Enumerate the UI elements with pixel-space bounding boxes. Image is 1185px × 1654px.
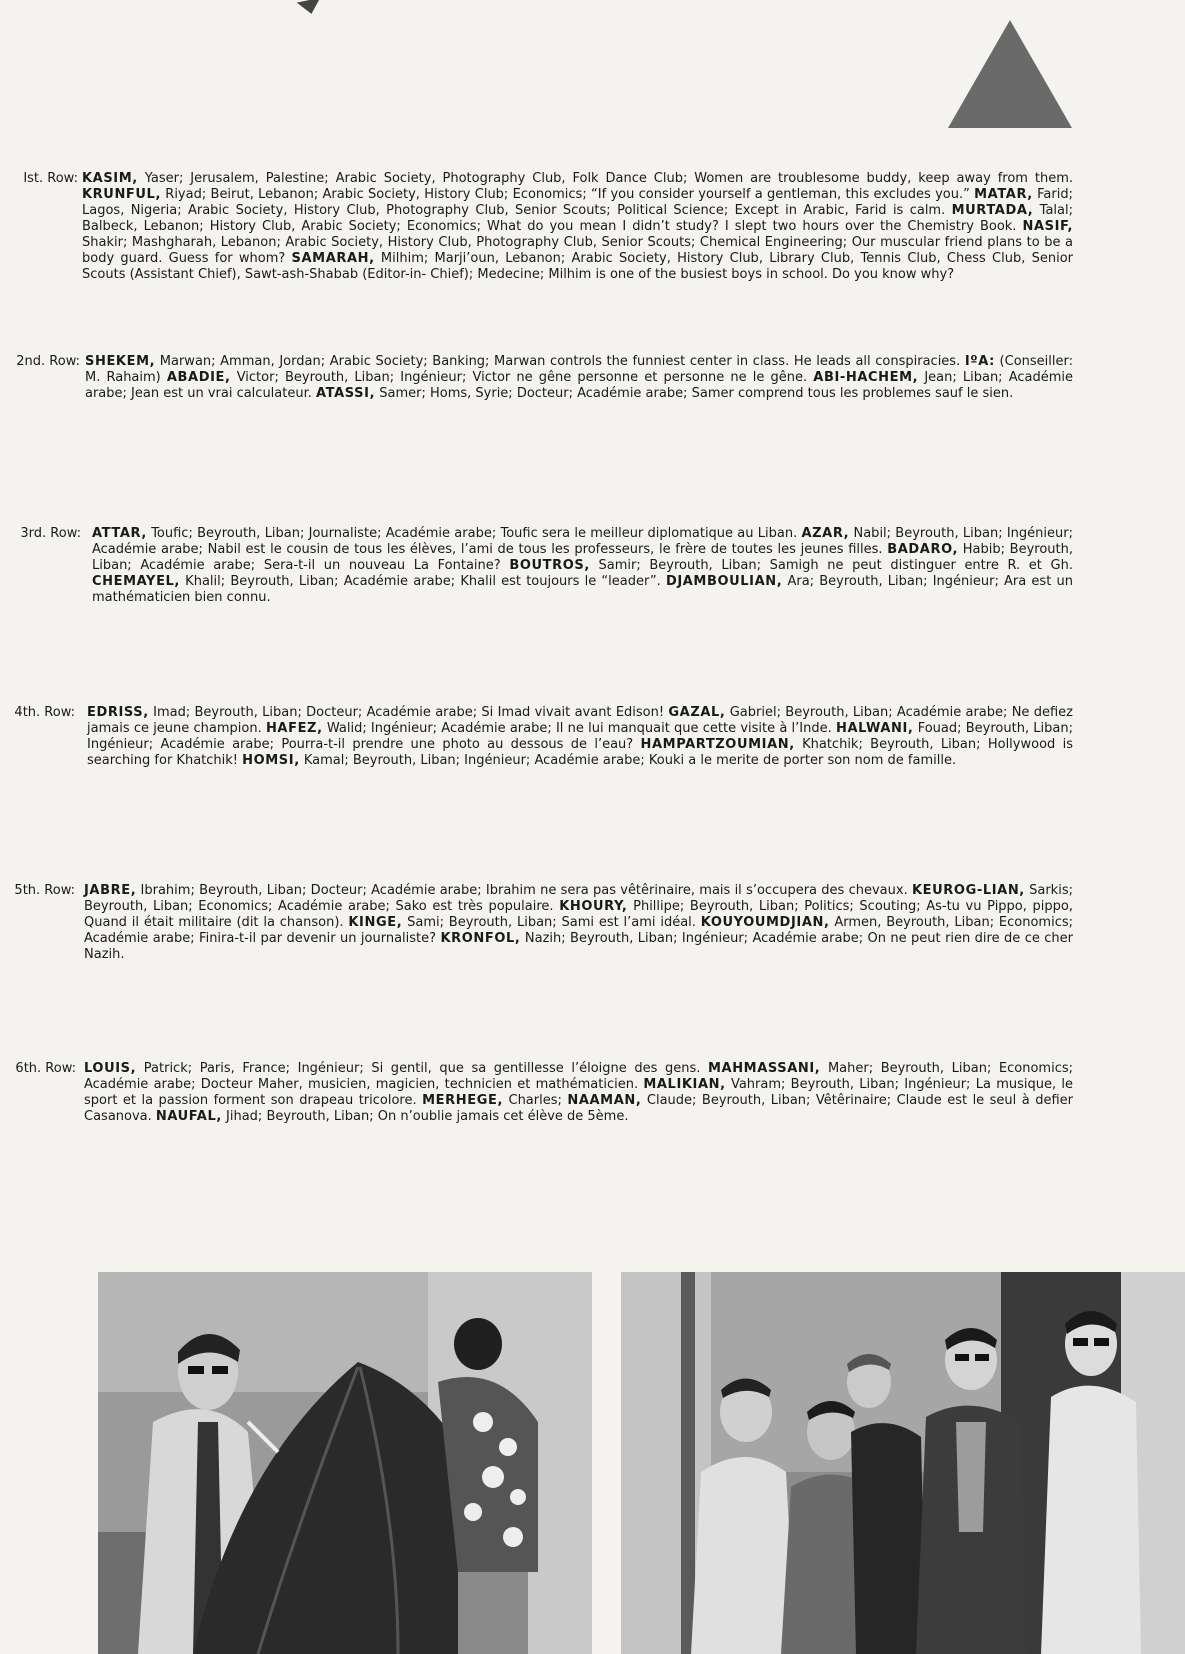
row-entries <box>84 883 1073 963</box>
student-details: Patrick; Paris, France; Ingénieur; Si gentil, que sa gentillesse l’éloigne des gens. <box>136 1061 708 1076</box>
photo-students-group <box>621 1272 1185 1654</box>
student-details: Kamal; Beyrouth, Liban; Ingénieur; Académie arabe; Kouki a le merite de porter son nom de famille. <box>299 753 957 768</box>
row-entries <box>82 171 1073 283</box>
student-details: Riyad; Beirut, Lebanon; Arabic Society, History Club; Economics; “If you consider yourself a gentleman, this excludes you.” <box>160 187 975 202</box>
class-heading: IºA: <box>964 354 995 369</box>
student-name: ABI-HACHEM, <box>813 370 919 385</box>
student-details: Talal; Balbeck, Lebanon; History Club, Arabic Society; Economics; What do you mean I didn’t study? I slept two hours over the Chemistry Book. <box>82 203 1073 234</box>
student-details: Victor; Beyrouth, Liban; Ingénieur; Victor ne gêne personne et personne ne le gêne. <box>230 370 814 385</box>
student-details: Walid; Ingénieur; Académie arabe; Il ne lui manquait que cette visite à l’Inde. <box>322 721 836 736</box>
row-entries <box>92 526 1073 606</box>
student-details: Charles; <box>503 1093 568 1108</box>
student-name: MAHMASSANI, <box>708 1061 821 1076</box>
student-name: KRUNFUL, <box>82 187 161 202</box>
student-details: Samir; Beyrouth, Liban; Samigh ne peut distinguer entre R. et Gh. <box>589 558 1073 573</box>
student-name: HOMSI, <box>242 753 300 768</box>
student-details: Nazih; Beyrouth, Liban; Ingénieur; Académie arabe; On ne peut rien dire de ce cher Nazih. <box>84 931 1073 962</box>
student-details: Khalil; Beyrouth, Liban; Académie arabe; Khalil est toujours le “leader”. <box>179 574 666 589</box>
student-name: KRONFOL, <box>440 931 521 946</box>
student-name: HAMPARTZOUMIAN, <box>640 737 795 752</box>
row-label: 3rd. Row: <box>20 526 81 541</box>
row-label: 2nd. Row: <box>16 354 80 369</box>
student-name: HALWANI, <box>835 721 914 736</box>
student-name: NAUFAL, <box>155 1109 222 1124</box>
student-name: MURTADA, <box>951 203 1034 218</box>
row-entries <box>87 705 1073 769</box>
student-details: Milhim; Marji’oun, Lebanon; Arabic Society, History Club, Library Club, Tennis Club, Chess Club, Senior Scouts (Assistant Chief), Sawt-ash-Shabab (Editor-in- Chief); Medecine; Milhim is one of the busiest boys in school. Do you know why? <box>82 251 1073 282</box>
student-details: Toufic; Beyrouth, Liban; Journaliste; Académie arabe; Toufic sera le meilleur diplomatique au Liban. <box>146 526 802 541</box>
student-name: MATAR, <box>974 187 1033 202</box>
student-name: CHEMAYEL, <box>92 574 180 589</box>
row-label: 6th. Row: <box>15 1061 76 1076</box>
student-name: HAFEZ, <box>265 721 323 736</box>
student-details: Ara; Beyrouth, Liban; Ingénieur; Ara est un mathématicien bien connu. <box>92 574 1073 605</box>
student-name: BOUTROS, <box>509 558 590 573</box>
page-corner-mark <box>297 0 323 16</box>
student-details: Yaser; Jerusalem, Palestine; Arabic Society, Photography Club, Folk Dance Club; Women are troublesome buddy, keep away from them. <box>137 171 1073 186</box>
student-details: Phillipe; Beyrouth, Liban; Politics; Scouting; As-tu vu Pippo, pippo, Quand il était militaire (dit la chanson). <box>84 899 1073 930</box>
student-name: ATTAR, <box>92 526 147 541</box>
student-details: Imad; Beyrouth, Liban; Docteur; Académie arabe; Si Imad vivait avant Edison! <box>148 705 669 720</box>
student-details: Samer; Homs, Syrie; Docteur; Académie arabe; Samer comprend tous les problemes sauf le sien. <box>375 386 1014 401</box>
triangle-graphic <box>946 18 1074 130</box>
row-entries <box>85 354 1073 402</box>
student-name: NASIF, <box>1022 219 1073 234</box>
student-details: Sarkis; Beyrouth, Liban; Economics; Académie arabe; Sako est très populaire. <box>84 883 1073 914</box>
student-details: Marwan; Amman, Jordan; Arabic Society; Banking; Marwan controls the funniest center in class. He leads all conspiracies. <box>155 354 965 369</box>
student-name: MERHEGE, <box>422 1093 503 1108</box>
student-details: Maher; Beyrouth, Liban; Economics; Académie arabe; Docteur Maher, musicien, magicien, technicien et mathématicien. <box>84 1061 1074 1092</box>
student-details: Fouad; Beyrouth, Liban; Ingénieur; Académie arabe; Pourra-t-il prendre une photo au dessous de l’eau? <box>87 721 1073 752</box>
student-name: KHOURY, <box>559 899 628 914</box>
class-counselor: (Conseiller: M. Rahaim) <box>85 354 1073 385</box>
photo-students-umbrella <box>98 1272 592 1654</box>
student-name: KASIM, <box>82 171 138 186</box>
student-name: NAAMAN, <box>567 1093 642 1108</box>
row-label: Ist. Row: <box>23 171 78 186</box>
student-name: KOUYOUMDJIAN, <box>700 915 830 930</box>
student-details: Jihad; Beyrouth, Liban; On n’oublie jamais cet élève de 5ème. <box>221 1109 629 1124</box>
student-details: Habib; Beyrouth, Liban; Académie arabe; Sera-t-il un nouveau La Fontaine? <box>92 542 1073 573</box>
student-details: Nabil; Beyrouth, Liban; Ingénieur; Académie arabe; Nabil est le cousin de tous les élèves, l’ami de tous les professeurs, le frère de toutes les jeunes filles. <box>92 526 1073 557</box>
student-name: SHEKEM, <box>85 354 156 369</box>
student-details: Claude; Beyrouth, Liban; Vêtêrinaire; Claude est le seul à defier Casanova. <box>84 1093 1074 1124</box>
student-name: GAZAL, <box>668 705 726 720</box>
student-name: LOUIS, <box>84 1061 137 1076</box>
student-name: BADARO, <box>887 542 958 557</box>
student-name: ABADIE, <box>166 370 231 385</box>
student-name: DJAMBOULIAN, <box>665 574 783 589</box>
row-label: 4th. Row: <box>14 705 75 720</box>
row-label: 5th. Row: <box>14 883 75 898</box>
student-name: MALIKIAN, <box>643 1077 726 1092</box>
student-name: KEUROG-LIAN, <box>912 883 1025 898</box>
student-details: Ibrahim; Beyrouth, Liban; Docteur; Académie arabe; Ibrahim ne sera pas vêtêrinaire, mais il s’occupera des chevaux. <box>136 883 912 898</box>
student-name: JABRE, <box>84 883 137 898</box>
student-details: Jean; Liban; Académie arabe; Jean est un vrai calculateur. <box>85 370 1073 401</box>
student-name: AZAR, <box>801 526 850 541</box>
student-name: SAMARAH, <box>291 251 375 266</box>
student-name: KINGE, <box>348 915 403 930</box>
student-details: Armen, Beyrouth, Liban; Economics; Académie arabe; Finira-t-il par devenir un journaliste? <box>84 915 1073 946</box>
student-name: EDRISS, <box>87 705 149 720</box>
row-entries <box>84 1061 1073 1125</box>
student-details: Gabriel; Beyrouth, Liban; Académie arabe; Ne defiez jamais ce jeune champion. <box>87 705 1073 736</box>
student-details: Vahram; Beyrouth, Liban; Ingénieur; La musique, le sport et la passion forment son drapeau tricolore. <box>84 1077 1073 1108</box>
student-details: Shakir; Mashgharah, Lebanon; Arabic Society, History Club, Photography Club, Senior Scouts; Chemical Engineering; Our muscular friend plans to be a body guard. Guess for whom? <box>82 235 1073 266</box>
student-name: ATASSI, <box>316 386 376 401</box>
student-details: Sami; Beyrouth, Liban; Sami est l’ami idéal. <box>402 915 701 930</box>
triangle-emblem <box>946 18 1074 130</box>
student-details: Farid; Lagos, Nigeria; Arabic Society, History Club, Photography Club, Senior Scouts; Political Science; Except in Arabic, Farid is calm. <box>82 187 1073 218</box>
student-details: Khatchik; Beyrouth, Liban; Hollywood is searching for Khatchik! <box>87 737 1073 768</box>
